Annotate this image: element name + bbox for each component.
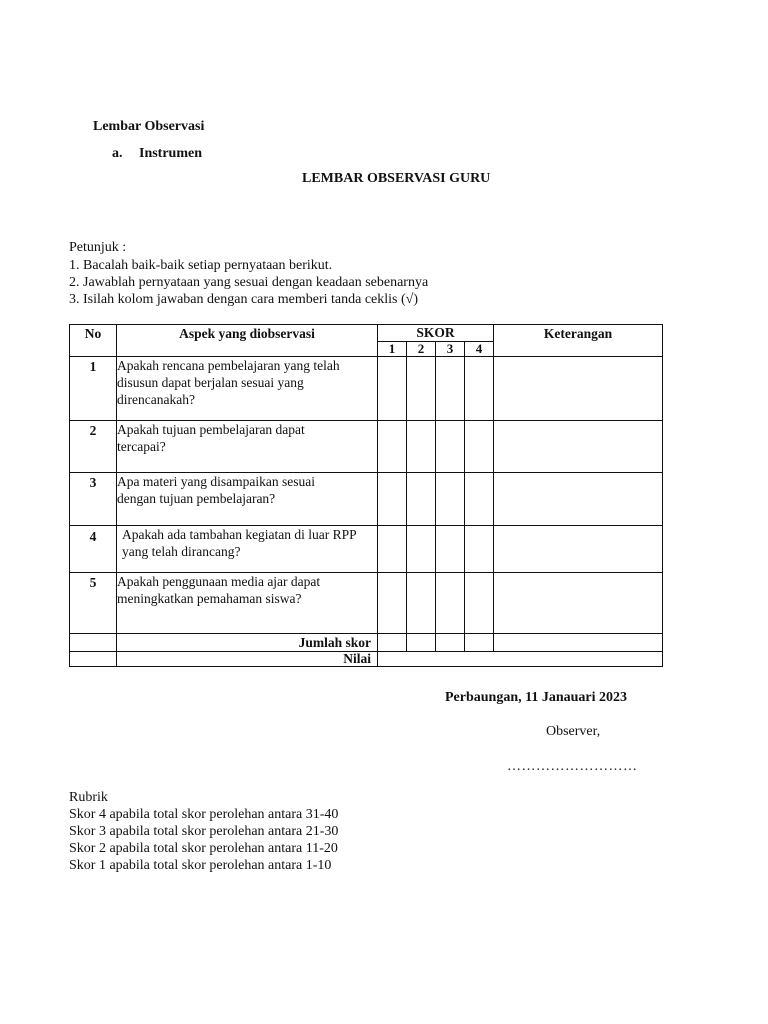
subsection-title: Instrumen (139, 146, 203, 161)
total-label: Jumlah skor (117, 634, 378, 652)
score-col-2: 2 (407, 342, 436, 357)
notes-cell[interactable] (494, 473, 663, 526)
total-score-cell[interactable] (378, 634, 407, 652)
row-number: 3 (70, 473, 117, 526)
value-cell[interactable] (378, 652, 663, 667)
row-number: 4 (70, 526, 117, 573)
rubric-heading: Rubrik (69, 790, 108, 805)
subsection-marker: a. (112, 146, 123, 161)
instruction-item-1: 1. Bacalah baik-baik setiap pernyataan berikut. (69, 258, 333, 273)
row-aspect: Apakah penggunaan media ajar dapat meningkatkan pemahaman siswa? (117, 573, 378, 634)
notes-cell[interactable] (494, 357, 663, 421)
total-notes-cell[interactable] (494, 634, 663, 652)
signature-line: ……………………… (507, 759, 638, 774)
score-cell[interactable] (378, 473, 407, 526)
observation-table (69, 324, 663, 667)
table-row (70, 526, 663, 573)
score-cell[interactable] (407, 421, 436, 473)
rubric-item-4: Skor 1 apabila total skor perolehan antara 1-10 (69, 858, 332, 873)
row-number: 5 (70, 573, 117, 634)
notes-cell[interactable] (494, 573, 663, 634)
score-cell[interactable] (465, 526, 494, 573)
notes-cell[interactable] (494, 526, 663, 573)
rubric-item-1: Skor 4 apabila total skor perolehan antara 31-40 (69, 807, 339, 822)
place-date: Perbaungan, 11 Janauari 2023 (445, 690, 628, 705)
score-col-3: 3 (436, 342, 465, 357)
table-row (70, 473, 663, 526)
score-cell[interactable] (407, 526, 436, 573)
score-cell[interactable] (436, 421, 465, 473)
section-title: Lembar Observasi (93, 119, 205, 134)
score-cell[interactable] (407, 573, 436, 634)
total-row (70, 634, 663, 652)
row-aspect: Apakah rencana pembelajaran yang telah disusun dapat berjalan sesuai yang direncanakah? (117, 357, 378, 421)
rubric-item-2: Skor 3 apabila total skor perolehan antara 21-30 (69, 824, 339, 839)
score-cell[interactable] (465, 573, 494, 634)
value-empty-cell (70, 652, 117, 667)
score-cell[interactable] (407, 473, 436, 526)
row-aspect: Apakah tujuan pembelajaran dapat tercapai? (117, 421, 378, 473)
table-row (70, 421, 663, 473)
instruction-item-2: 2. Jawablah pernyataan yang sesuai dengan keadaan sebenarnya (69, 275, 429, 290)
row-aspect: Apa materi yang disampaikan sesuai dengan tujuan pembelajaran? (117, 473, 378, 526)
value-label: Nilai (117, 652, 378, 667)
score-cell[interactable] (407, 357, 436, 421)
total-score-cell[interactable] (436, 634, 465, 652)
header-no: No (70, 325, 117, 357)
main-title: LEMBAR OBSERVASI GURU (302, 171, 491, 186)
row-number: 1 (70, 357, 117, 421)
total-score-cell[interactable] (407, 634, 436, 652)
row-number: 2 (70, 421, 117, 473)
header-score: SKOR (378, 325, 494, 342)
observer-label: Observer, (546, 724, 601, 739)
score-cell[interactable] (465, 357, 494, 421)
instruction-item-3: 3. Isilah kolom jawaban dengan cara memberi tanda ceklis (√) (69, 292, 418, 307)
total-empty-cell (70, 634, 117, 652)
score-cell[interactable] (436, 526, 465, 573)
table-row (70, 357, 663, 421)
rubric-item-3: Skor 2 apabila total skor perolehan antara 11-20 (69, 841, 338, 856)
instructions-heading: Petunjuk : (69, 240, 127, 255)
score-cell[interactable] (436, 357, 465, 421)
score-cell[interactable] (436, 573, 465, 634)
value-row (70, 652, 663, 667)
notes-cell[interactable] (494, 421, 663, 473)
score-cell[interactable] (378, 573, 407, 634)
table-header-row (70, 325, 663, 342)
score-cell[interactable] (436, 473, 465, 526)
header-notes: Keterangan (494, 325, 663, 357)
score-cell[interactable] (465, 421, 494, 473)
total-score-cell[interactable] (465, 634, 494, 652)
score-cell[interactable] (378, 526, 407, 573)
score-col-4: 4 (465, 342, 494, 357)
header-aspect: Aspek yang diobservasi (117, 325, 378, 357)
score-cell[interactable] (378, 421, 407, 473)
table-row (70, 573, 663, 634)
score-cell[interactable] (465, 473, 494, 526)
score-cell[interactable] (378, 357, 407, 421)
score-col-1: 1 (378, 342, 407, 357)
row-aspect: Apakah ada tambahan kegiatan di luar RPP yang telah dirancang? (117, 526, 378, 573)
